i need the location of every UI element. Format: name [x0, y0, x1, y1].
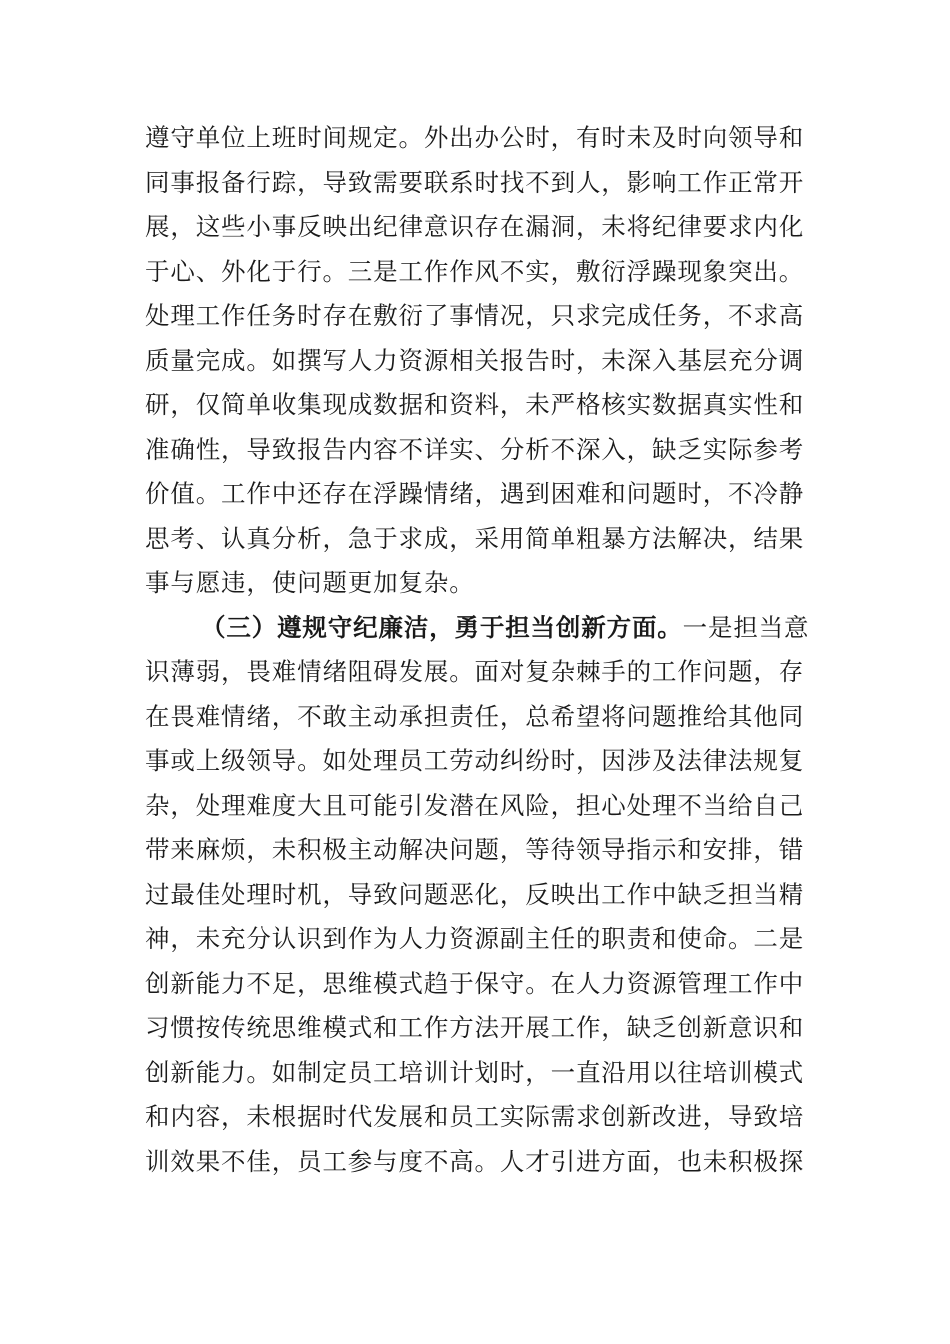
text-line: 价值。工作中还存在浮躁情绪，遇到困难和问题时，不冷静 [145, 479, 805, 508]
text-line: 习惯按传统思维模式和工作方法开展工作，缺乏创新意识和 [145, 1013, 805, 1042]
section-3-first-line [145, 606, 813, 651]
text-line: 过最佳处理时机，导致问题恶化，反映出工作中缺乏担当精 [145, 879, 805, 909]
text-line: 训效果不佳，员工参与度不高。人才引进方面，也未积极探 [145, 1146, 805, 1176]
text-line: 研，仅简单收集现成数据和资料，未严格核实数据真实性和 [145, 390, 805, 419]
text-line: 同事报备行踪，导致需要联系时找不到人，影响工作正常开 [145, 167, 805, 197]
text-line: 准确性，导致报告内容不详实、分析不深入，缺乏实际参考 [145, 434, 805, 464]
text-line: 带来麻烦，未积极主动解决问题，等待领导指示和安排，错 [145, 835, 805, 864]
section-3-heading: （三）遵规守纪廉洁，勇于担当创新方面。 [201, 612, 683, 642]
section-3-first-line-text: 一是担当意 [682, 612, 810, 642]
text-line: 遵守单位上班时间规定。外出办公时，有时未及时向领导和 [145, 123, 805, 152]
text-line: 处理工作任务时存在敷衍了事情况，只求完成任务，不求高 [145, 301, 805, 330]
text-line: 质量完成。如撰写人力资源相关报告时，未深入基层充分调 [145, 345, 805, 375]
text-line: 展，这些小事反映出纪律意识存在漏洞，未将纪律要求内化 [145, 212, 805, 241]
text-line: 识薄弱，畏难情绪阻碍发展。面对复杂棘手的工作问题，存 [145, 657, 805, 686]
text-line: 在畏难情绪，不敢主动承担责任，总希望将问题推给其他同 [145, 701, 805, 731]
text-line: 事或上级领导。如处理员工劳动纠纷时，因涉及法律法规复 [145, 746, 805, 775]
text-line: 思考、认真分析，急于求成，采用简单粗暴方法解决，结果 [145, 523, 805, 553]
text-line: 和内容，未根据时代发展和员工实际需求创新改进，导致培 [145, 1102, 805, 1131]
body-text [145, 116, 813, 1184]
text-line: 神，未充分认识到作为人力资源副主任的职责和使命。二是 [145, 924, 805, 953]
text-line: 杂，处理难度大且可能引发潜在风险，担心处理不当给自己 [145, 790, 805, 820]
text-line: 于心、外化于行。三是工作作风不实，敷衍浮躁现象突出。 [145, 256, 805, 286]
text-line: 创新能力不足，思维模式趋于保守。在人力资源管理工作中 [145, 968, 805, 998]
text-line: 创新能力。如制定员工培训计划时，一直沿用以往培训模式 [145, 1057, 805, 1087]
text-line: 事与愿违，使问题更加复杂。 [145, 568, 475, 597]
